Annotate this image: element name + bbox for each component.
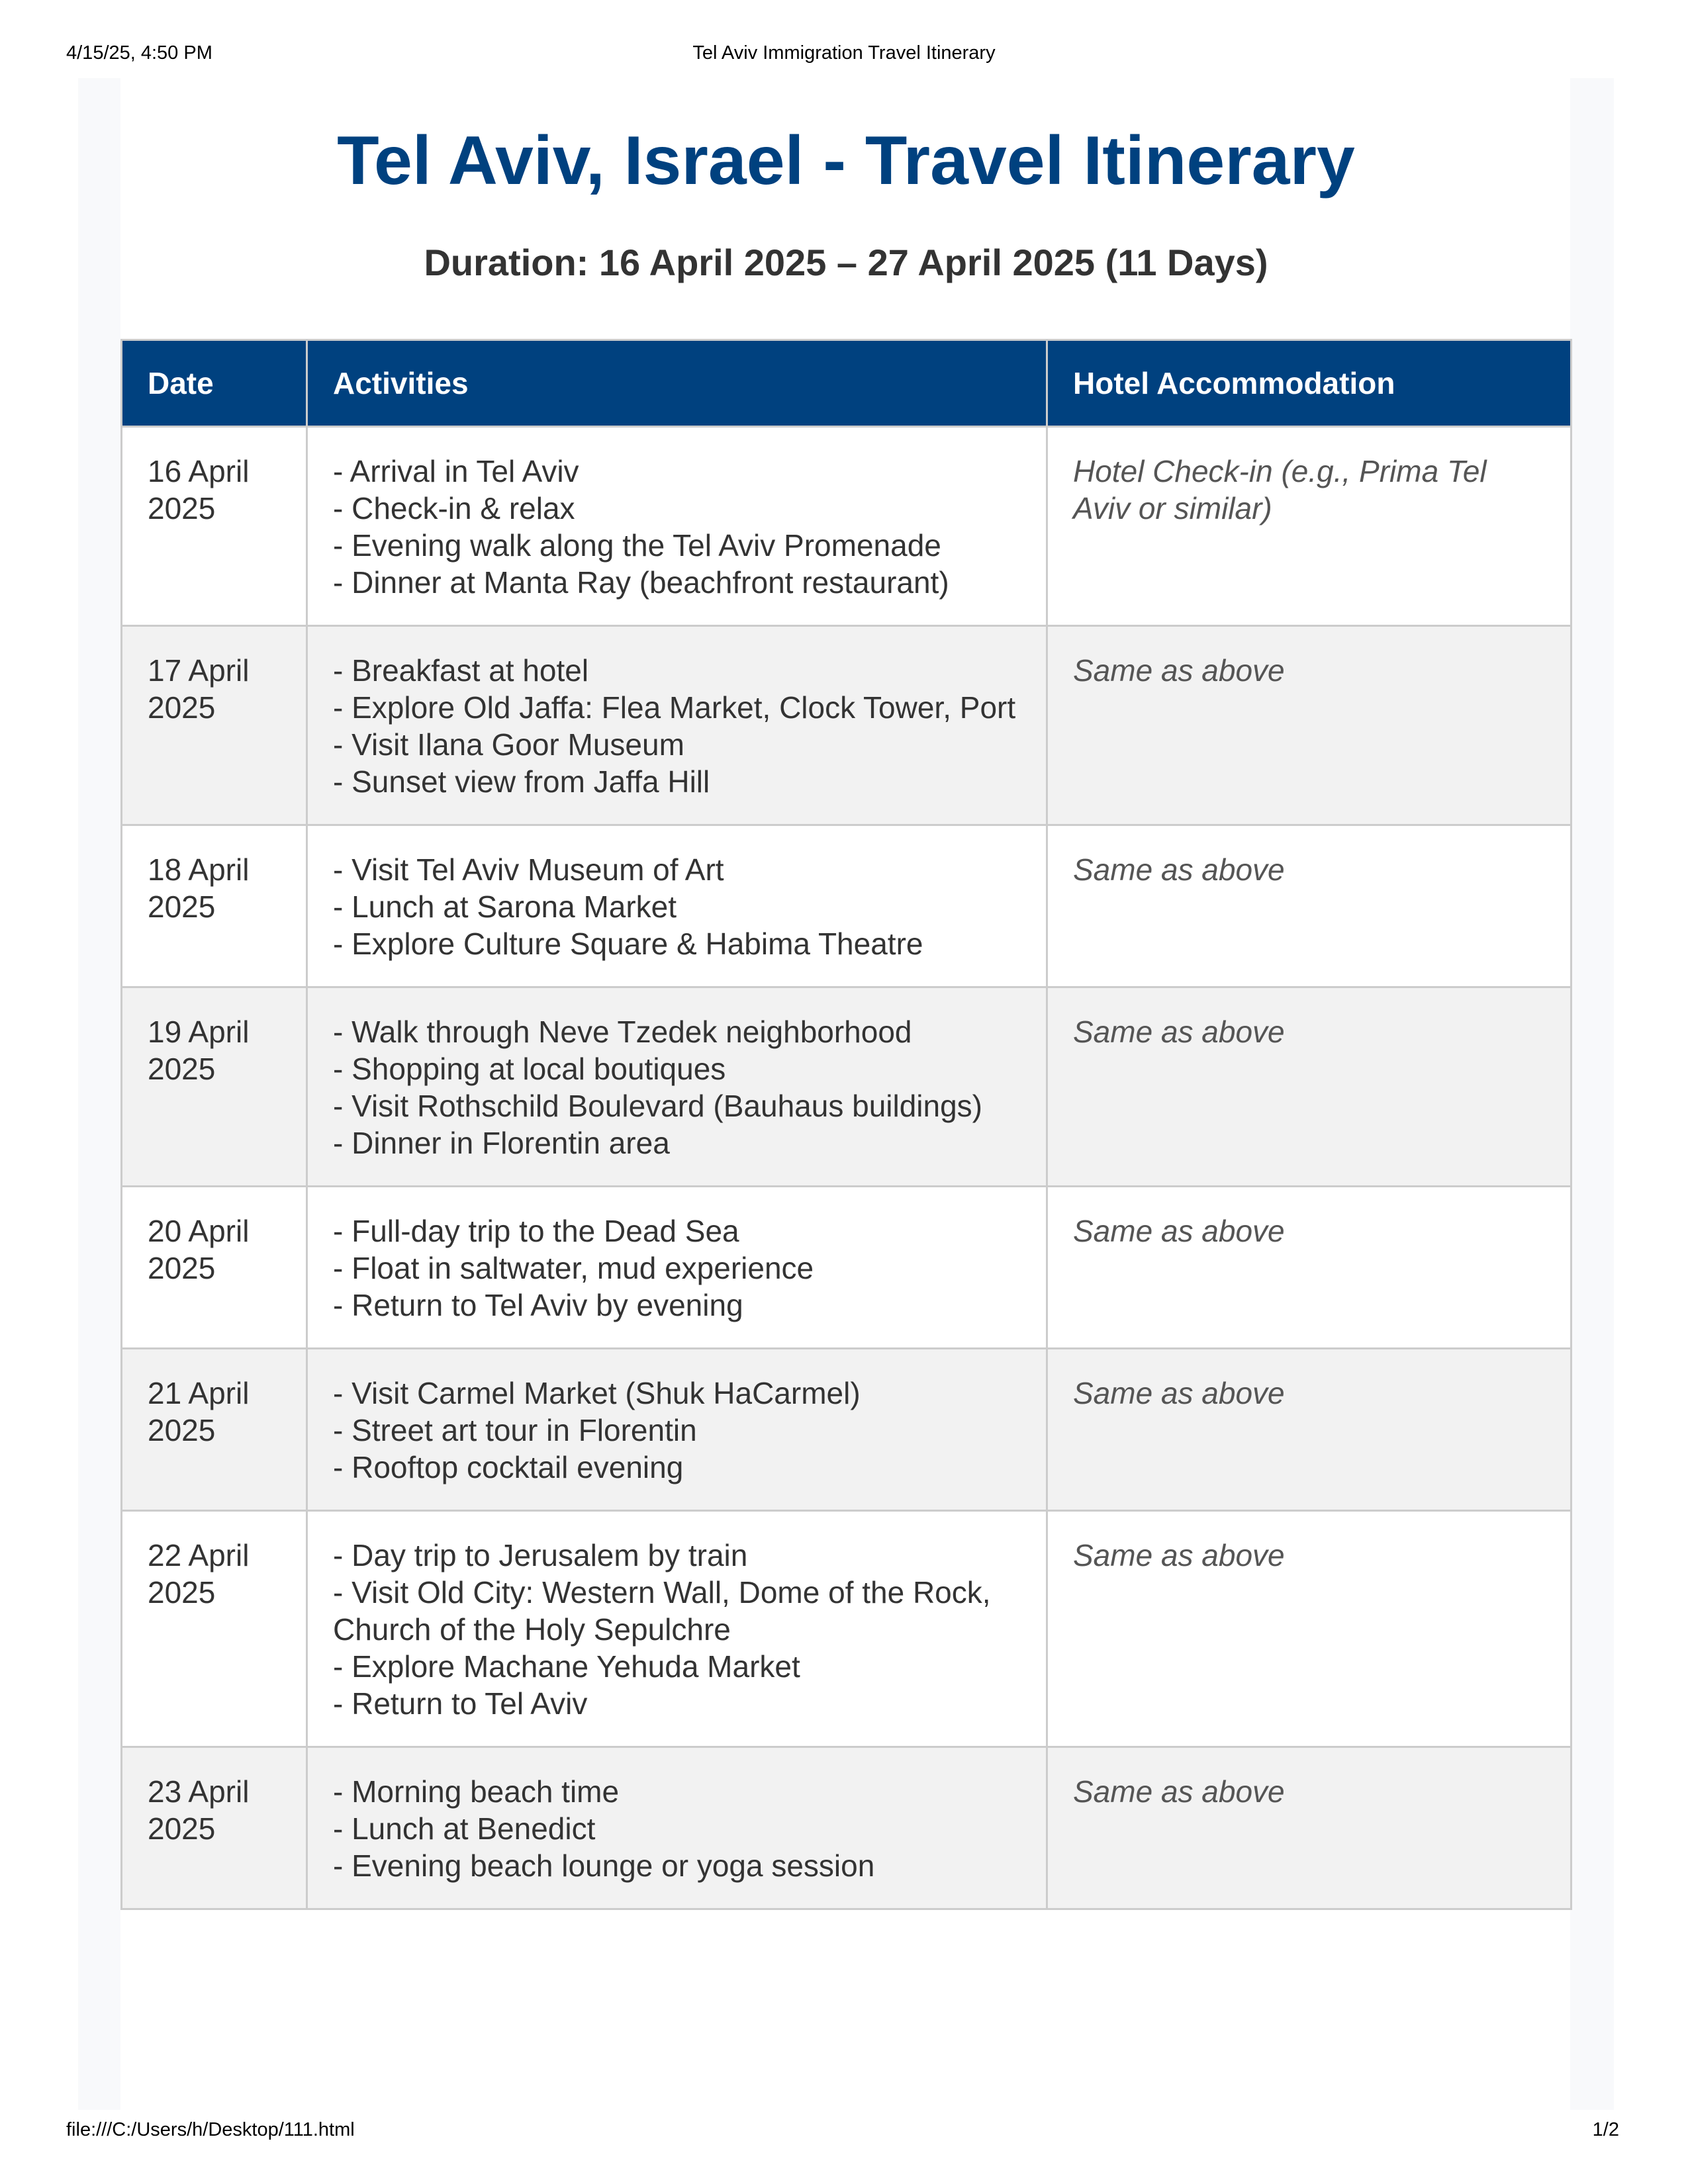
- table-row: [122, 1747, 1571, 1909]
- activity-item: - Visit Tel Aviv Museum of Art: [333, 852, 724, 887]
- activity-item: - Lunch at Benedict: [333, 1811, 596, 1846]
- hotel-cell: Same as above: [1047, 987, 1571, 1187]
- activity-item: - Float in saltwater, mud experience: [333, 1251, 814, 1285]
- header-activities: Activities: [307, 340, 1047, 427]
- date-cell: 21 April 2025: [122, 1349, 307, 1511]
- table-row: [122, 825, 1571, 987]
- activity-item: - Visit Old City: Western Wall, Dome of the Rock, Church of the Holy Sepulchre: [333, 1575, 991, 1647]
- itinerary-body: [122, 427, 1571, 1909]
- activities-cell: [307, 987, 1047, 1187]
- print-page-title: Tel Aviv Immigration Travel Itinerary: [692, 42, 996, 64]
- activity-item: - Rooftop cocktail evening: [333, 1450, 684, 1484]
- activity-item: - Visit Ilana Goor Museum: [333, 727, 684, 762]
- date-cell: 22 April 2025: [122, 1511, 307, 1747]
- activity-item: - Explore Culture Square & Habima Theatre: [333, 927, 923, 961]
- table-row: [122, 1187, 1571, 1349]
- activities-cell: [307, 1511, 1047, 1747]
- activity-item: - Evening beach lounge or yoga session: [333, 1848, 875, 1883]
- hotel-cell: Hotel Check-in (e.g., Prima Tel Aviv or similar): [1047, 427, 1571, 626]
- activity-item: - Full-day trip to the Dead Sea: [333, 1214, 739, 1248]
- table-row: [122, 1349, 1571, 1511]
- activity-item: - Visit Carmel Market (Shuk HaCarmel): [333, 1376, 861, 1410]
- document-title: Tel Aviv, Israel - Travel Itinerary: [337, 122, 1355, 199]
- activity-item: - Visit Rothschild Boulevard (Bauhaus buildings): [333, 1089, 983, 1123]
- date-cell: 17 April 2025: [122, 626, 307, 825]
- activity-item: - Street art tour in Florentin: [333, 1413, 697, 1447]
- hotel-cell: Same as above: [1047, 1349, 1571, 1511]
- table-header-row: [122, 340, 1571, 427]
- activity-item: - Breakfast at hotel: [333, 653, 589, 688]
- activities-cell: [307, 1187, 1047, 1349]
- activity-item: - Dinner in Florentin area: [333, 1126, 670, 1160]
- activity-item: - Explore Machane Yehuda Market: [333, 1649, 800, 1684]
- date-cell: 19 April 2025: [122, 987, 307, 1187]
- activity-item: - Morning beach time: [333, 1774, 620, 1809]
- hotel-cell: Same as above: [1047, 825, 1571, 987]
- activity-item: - Dinner at Manta Ray (beachfront restaurant): [333, 565, 949, 600]
- table-row: [122, 427, 1571, 626]
- activities-cell: [307, 626, 1047, 825]
- activities-cell: [307, 1349, 1047, 1511]
- activity-item: - Walk through Neve Tzedek neighborhood: [333, 1015, 912, 1049]
- hotel-cell: Same as above: [1047, 1747, 1571, 1909]
- activity-item: - Shopping at local boutiques: [333, 1052, 726, 1086]
- activity-item: - Check-in & relax: [333, 491, 575, 525]
- hotel-cell: Same as above: [1047, 1187, 1571, 1349]
- activities-cell: [307, 825, 1047, 987]
- activity-item: - Day trip to Jerusalem by train: [333, 1538, 748, 1572]
- activity-item: - Return to Tel Aviv by evening: [333, 1288, 743, 1322]
- activity-item: - Sunset view from Jaffa Hill: [333, 764, 710, 799]
- table-row: [122, 987, 1571, 1187]
- date-cell: 20 April 2025: [122, 1187, 307, 1349]
- activities-cell: [307, 427, 1047, 626]
- date-cell: 23 April 2025: [122, 1747, 307, 1909]
- activities-cell: [307, 1747, 1047, 1909]
- itinerary-table: [120, 339, 1572, 1910]
- hotel-cell: Same as above: [1047, 1511, 1571, 1747]
- hotel-cell: Same as above: [1047, 626, 1571, 825]
- header-date: Date: [122, 340, 307, 427]
- activity-item: - Return to Tel Aviv: [333, 1686, 588, 1721]
- table-row: [122, 1511, 1571, 1747]
- document-subtitle: Duration: 16 April 2025 – 27 April 2025 (11 Days): [424, 242, 1268, 283]
- print-file-path: file:///C:/Users/h/Desktop/111.html: [66, 2119, 355, 2140]
- table-row: [122, 626, 1571, 825]
- print-datetime: 4/15/25, 4:50 PM: [66, 42, 212, 64]
- header-hotel: Hotel Accommodation: [1047, 340, 1571, 427]
- page-frame: [78, 78, 1614, 2110]
- activity-item: - Explore Old Jaffa: Flea Market, Clock Tower, Port: [333, 690, 1016, 725]
- activity-item: - Evening walk along the Tel Aviv Promenade: [333, 528, 941, 563]
- date-cell: 16 April 2025: [122, 427, 307, 626]
- date-cell: 18 April 2025: [122, 825, 307, 987]
- print-page-number: 1/2: [1592, 2119, 1619, 2140]
- activity-item: - Arrival in Tel Aviv: [333, 454, 579, 488]
- activity-item: - Lunch at Sarona Market: [333, 889, 677, 924]
